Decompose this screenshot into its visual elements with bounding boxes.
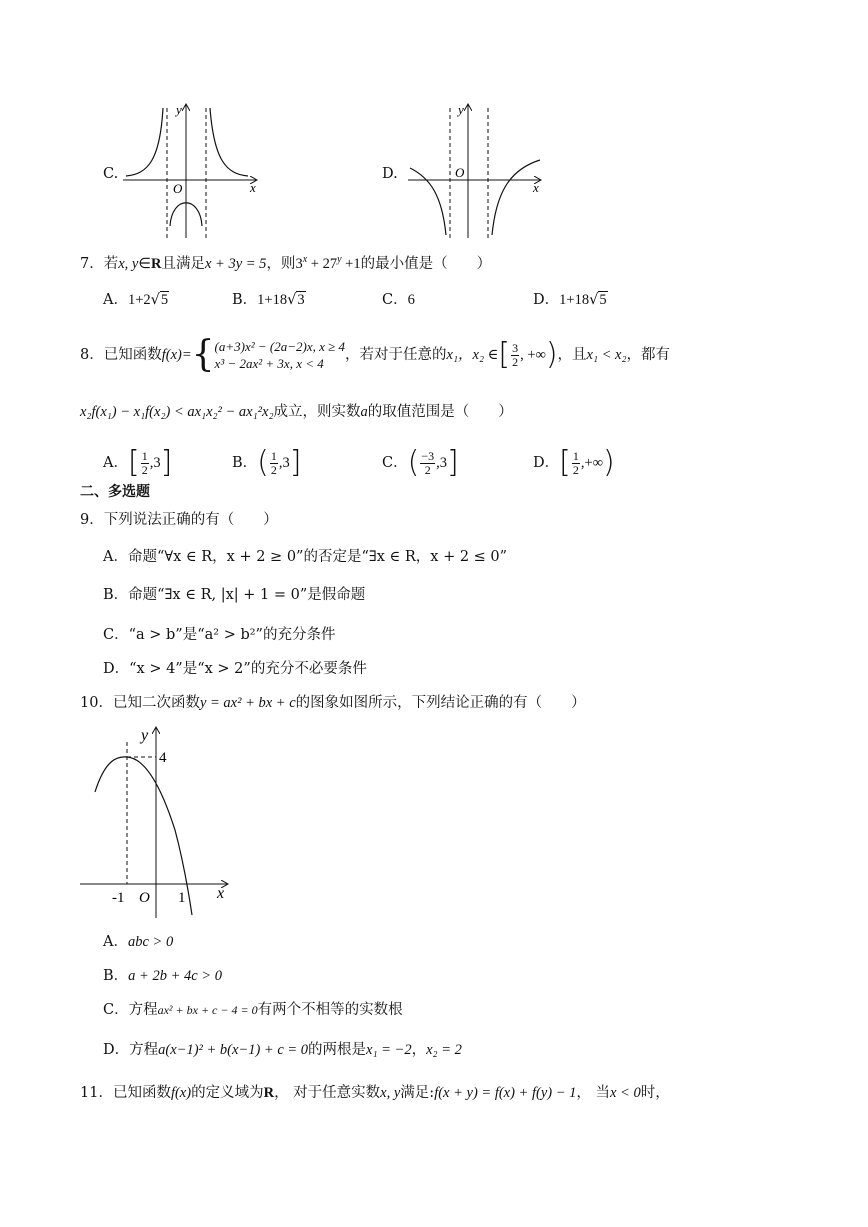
q10-option-a[interactable]: A．abc > 0 xyxy=(103,934,174,950)
q9-option-d[interactable]: D．“x > 4”是“x > 2”的充分不必要条件 xyxy=(103,661,367,677)
svg-text:O: O xyxy=(455,165,465,180)
q7-option-a[interactable]: A．1+2√5 xyxy=(103,292,169,308)
q9-option-b[interactable]: B．命题“∃x ∈ R, |x| + 1 = 0”是假命题 xyxy=(103,587,366,603)
q9-option-c[interactable]: C．“a > b”是“a² > b²”的充分条件 xyxy=(103,627,336,643)
tick-1: 1 xyxy=(178,890,186,906)
question-8-stem: 8．已知函数f(x)={ (a+3)x² − (2a−2)x, x ≥ 4 x³ − 2ax² + 3x, x < 4 ，若对于任意的x₁，x₂ ∈[ $\frac{3}{2}$ , +∞)，且x₁ < x₂，都有 xyxy=(80,334,671,375)
parabola-graph xyxy=(75,720,240,920)
q8-option-b[interactable]: B．( $\frac{1}{2}$ ,3] xyxy=(232,445,302,480)
y-axis-label: y xyxy=(141,727,149,744)
q10-option-b[interactable]: B．a + 2b + 4c > 0 xyxy=(103,968,222,984)
graph-option-c-label: C. xyxy=(103,166,119,182)
question-7-stem: 7．若x, y∈R且满足x + 3y = 5，则$3^x + 27^y +1$的最小值是（ ） xyxy=(80,254,492,272)
axis-x-label: x xyxy=(250,180,256,195)
q7-option-c[interactable]: C．6 xyxy=(382,292,415,308)
q9-option-a[interactable]: A．命题“∀x ∈ R，x + 2 ≥ 0”的否定是“∃x ∈ R，x + 2 ≤ 0” xyxy=(103,549,508,565)
tick-neg1: -1 xyxy=(112,890,125,906)
graph-option-d-label: D. xyxy=(382,166,398,182)
graph-option-d xyxy=(400,100,550,240)
origin-label: O xyxy=(139,890,150,906)
svg-text:x: x xyxy=(533,180,539,195)
question-9-stem: 9．下列说法正确的有（ ） xyxy=(80,512,278,528)
question-8-condition: x₂f(x₁) − x₁f(x₂) < ax₁x₂² − ax₁²x₂成立，则实数a的取值范围是（ ） xyxy=(80,404,513,420)
q10-option-c[interactable]: C．方程ax² + bx + c − 4 = 0有两个不相等的实数根 xyxy=(103,1002,403,1018)
origin-label: O xyxy=(173,181,183,196)
section-heading: 二、多选题 xyxy=(80,484,150,500)
q8-option-a[interactable]: A．[ $\frac{1}{2}$ ,3] xyxy=(103,445,173,480)
question-11-stem: 11．已知函数f(x)的定义域为R， 对于任意实数x, y满足:f(x + y) = f(x) + f(y) − 1， 当x < 0时， xyxy=(80,1085,670,1101)
svg-text:y: y xyxy=(458,102,464,117)
question-10-stem: 10．已知二次函数y = ax² + bx + c的图象如图所示，下列结论正确的有（ ） xyxy=(80,695,586,711)
q7-option-b[interactable]: B．1+18√3 xyxy=(232,292,305,308)
q8-option-c[interactable]: C．( $\frac{-3}{2}$ ,3] xyxy=(382,445,459,480)
tick-4: 4 xyxy=(159,750,167,766)
axis-y-label: y xyxy=(176,102,182,117)
graph-option-c xyxy=(118,100,268,240)
q7-option-d[interactable]: D．1+18√5 xyxy=(533,292,607,308)
q8-option-d[interactable]: D．[ $\frac{1}{2}$ ,+∞) xyxy=(533,445,615,480)
x-axis-label: x xyxy=(217,885,225,902)
q10-option-d[interactable]: D．方程a(x−1)² + b(x−1) + c = 0的两根是x₁ = −2，x₂ = 2 xyxy=(103,1042,462,1058)
